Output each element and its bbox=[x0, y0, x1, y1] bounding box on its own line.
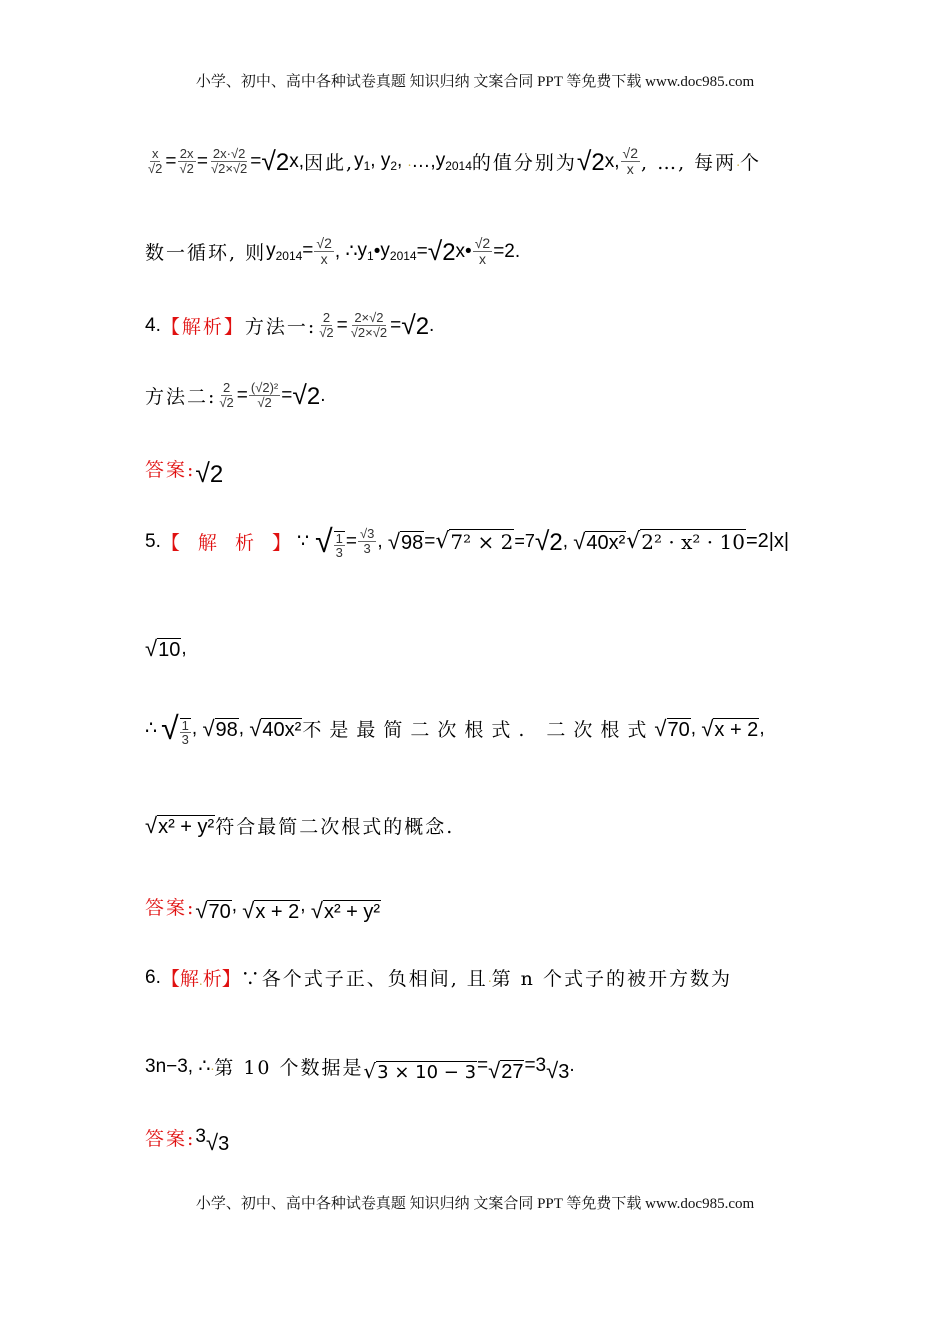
marker-dot: . bbox=[407, 154, 412, 169]
fraction: $\frac{2x\cdot√2}{√2\times√2}$ bbox=[210, 146, 248, 176]
fraction: $\frac{2}{√2}$ bbox=[219, 380, 234, 410]
answer-label: 答案: bbox=[145, 459, 196, 481]
sqrt-expression: √ x² + y² bbox=[145, 812, 215, 838]
sqrt-expression: √ 40x² bbox=[249, 715, 302, 741]
sqrt-expression: √ x² + y² bbox=[310, 898, 381, 923]
s3-line1: $\frac{x}{√2}$ = $\frac{2x}{√2}$ = $\frac{2x\cdot√2}{√2\times√2}$ = √ 2 x, 因此, $y_1$, $y_2$, . …, $y_{2014}$ 的值分别为 √ 2 x, $\frac{√2}{x}$ , …, 每两 . 个 bbox=[148, 145, 762, 177]
analysis-tag: 【解.析】 bbox=[160, 968, 241, 990]
sqrt-expression: √ 2 bbox=[261, 146, 290, 176]
sqrt-expression: √ 2 bbox=[534, 526, 563, 556]
s5-line4: √ x² + y² 符合最简二次根式的概念. bbox=[145, 812, 455, 838]
sqrt-expression: √ 3 bbox=[205, 1130, 230, 1155]
sqrt-fraction: √ $\frac{1}{3}$ bbox=[161, 710, 189, 748]
s4-answer bbox=[145, 448, 223, 489]
sqrt-expression: √ 3 × 10 − 3 bbox=[363, 1059, 477, 1083]
s6-line2: 3n−3, ∴ . 第 10 个数据是 √ 3 × 10 − 3 = √ 27 =3 √ 3 . bbox=[145, 1055, 575, 1083]
sqrt-expression: √ 10 bbox=[145, 636, 181, 661]
s5-line3: ∴ √ $\frac{1}{3}$ , √ 98 , √ 40x² 不是最简二次根式. 二次根式 √ 70 , √ x + 2 , bbox=[145, 710, 765, 748]
s5-line1: 5. 【 解 析 】 ∵ √ $\frac{1}{3}$ = $\frac{√3}{3}$ , √ 98 = √ 7² × 2 =7 √ 2 , √ 40x² √ 2² · x² · 10 =2|x| bbox=[145, 523, 790, 561]
sqrt-fraction: √ $\frac{1}{3}$ bbox=[315, 523, 343, 561]
sqrt-expression: √ x + 2 bbox=[701, 715, 759, 741]
s6-line1: 6. 【解.析】 ∵各个式子正、负相间, 且 . 第 n 个式子的被开方数为 bbox=[145, 964, 732, 991]
sqrt-expression: √ 7² × 2 bbox=[435, 529, 514, 554]
sqrt-expression: √ 3 bbox=[546, 1058, 570, 1083]
marker-dot: . bbox=[210, 1059, 215, 1073]
analysis-tag: 【 解 析 】 bbox=[160, 532, 297, 554]
s4-method1: 4. 【解析】 方法一: $\frac{2}{√2}$ = $\frac{2\times√2}{√2\times√2}$ = √ 2 . bbox=[145, 310, 435, 340]
s5-answer: 答案: √ 70 , √ x + 2 , √ x² + y² bbox=[145, 888, 381, 924]
sqrt-expression: √ 70 bbox=[654, 715, 690, 741]
sqrt-expression: √ 2² · x² · 10 bbox=[626, 529, 745, 554]
s6-answer: 答案: 3 √ 3 bbox=[145, 1118, 229, 1156]
sqrt-expression: √ 40x² bbox=[573, 528, 626, 554]
page-header: 小学、初中、高中各种试卷真题 知识归纳 文案合同 PPT 等免费下载 www.doc985.com bbox=[195, 74, 755, 90]
fraction: $\frac{√2}{x}$ bbox=[474, 235, 491, 267]
fraction: $\frac{√3}{3}$ bbox=[359, 526, 375, 556]
sqrt-expression: √ x + 2 bbox=[242, 898, 300, 923]
fraction: $\frac{2}{√2}$ bbox=[319, 310, 334, 340]
marker-dot: . bbox=[487, 970, 492, 985]
sqrt-expression: √ 98 bbox=[387, 528, 424, 554]
sqrt-expression: √ 98 bbox=[202, 715, 238, 741]
fraction: $\frac{√2}{x}$ bbox=[622, 145, 639, 177]
sqrt-expression: √ 2 bbox=[576, 146, 605, 176]
s3-line2: 数一循环, 则 $y_{2014}=$ $\frac{√2}{x}$ , ∴ $y_1$ • $y_{2014}$ = √ 2 x • $\frac{√2}{x}$ =2. bbox=[145, 235, 521, 267]
analysis-tag: 【解析】 bbox=[160, 316, 245, 338]
s5-line2: √ 10 , bbox=[145, 636, 187, 661]
sqrt-expression: √ 2 bbox=[401, 310, 430, 340]
fraction: $\frac{2\times√2}{√2\times√2}$ bbox=[350, 310, 388, 340]
answer-label: 答案: bbox=[145, 896, 196, 919]
marker-dot: . bbox=[736, 154, 741, 169]
sqrt-expression: √ 2 bbox=[195, 458, 224, 488]
fraction: $\frac{\text{(√2)²}}{√2}$ bbox=[250, 380, 279, 410]
page-footer: 小学、初中、高中各种试卷真题 知识归纳 文案合同 PPT 等免费下载 www.doc985.com bbox=[195, 1196, 755, 1212]
sqrt-expression: √ 2 bbox=[427, 236, 456, 266]
sqrt-expression: √ 70 bbox=[195, 898, 231, 923]
fraction: $\frac{x}{√2}$ bbox=[148, 146, 163, 176]
fraction: $\frac{√2}{x}$ bbox=[316, 235, 332, 267]
sqrt-expression: √ 27 bbox=[488, 1058, 524, 1083]
sqrt-expression: √ 2 bbox=[292, 380, 321, 410]
fraction: $\frac{2x}{√2}$ bbox=[179, 146, 194, 176]
answer-label: 答案: bbox=[145, 1127, 196, 1150]
s4-method2: 方法二: $\frac{2}{√2}$ = $\frac{\text{(√2)²}}{√2}$ = √ 2 . bbox=[145, 380, 326, 410]
